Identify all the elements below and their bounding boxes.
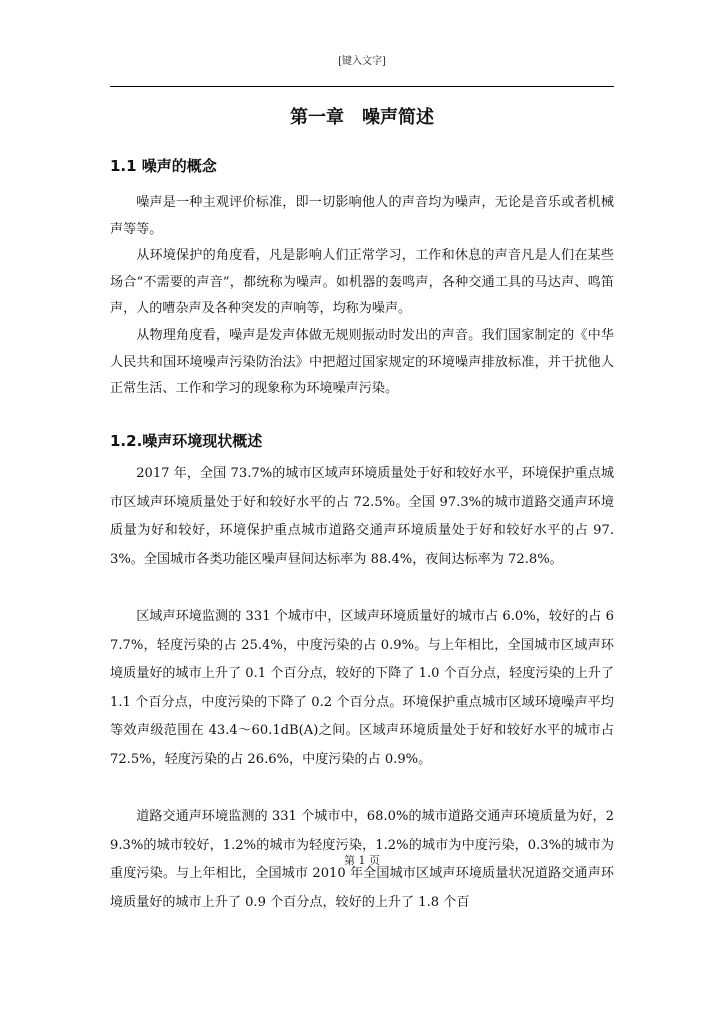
paragraph-2017-overview: 2017 年，全国 73.7%的城市区域声环境质量处于好和较好水平，环境保护重点城市区域声环境质量处于好和较好水平的占 72.5%。全国 97.3%的城市道路交通声环境质量为好和较好，环境保护重点城市道路交通声环境质量处于好和较好水平的占 97.3%。全国城市各类功能区噪声昼间达标率为 88.4%，夜间达标率为 72.8%。 (110, 466, 614, 567)
paragraph-environmental-view: 从环境保护的角度看，凡是影响人们正常学习，工作和休息的声音凡是人们在某些场合“不需要的声音”，都统称为噪声。如机器的轰鸣声，各种交通工具的马达声、鸣笛声，人的嘈杂声及各种突发的声响等，均称为噪声。 (110, 248, 614, 316)
chapter-title: 第一章 噪声简述 (290, 107, 434, 128)
section-heading-1-1: 1.1 噪声的概念 (110, 157, 217, 175)
section-heading-1-2: 1.2.噪声环境现状概述 (110, 432, 263, 450)
paragraph-road-traffic-monitoring: 道路交通声环境监测的 331 个城市中，68.0%的城市道路交通声环境质量为好，29.3%的城市较好，1.2%的城市为轻度污染，1.2%的城市为中度污染，0.3%的城市为重度污染。与上年相比，全国城市 2010 年全国城市区域声环境质量状况道路交通声环境质量好的城市上升了 0.9 个百分点，较好的上升了 1.8 个百 (110, 809, 614, 910)
header-rule (110, 86, 614, 87)
page-number: 第 1 页 (344, 854, 380, 867)
paragraph-noise-definition: 噪声是一种主观评价标准，即一切影响他人的声音均为噪声，无论是音乐或者机械声等等。 (110, 195, 614, 237)
paragraph-regional-monitoring: 区域声环境监测的 331 个城市中，区域声环境质量好的城市占 6.0%，较好的占 67.7%，轻度污染的占 25.4%，中度污染的占 0.9%。与上年相比，全国城市区域声环境质量好的城市上升了 0.1 个百分点，较好的下降了 1.0 个百分点，轻度污染的上升了 1.1 个百分点，中度污染的下降了 0.2 个百分点。环境保护重点城市区域环境噪声平均等效声级范围在 43.4～60.1dB(A)之间。区域声环境质量处于好和较好水平的城市占 72.5%，轻度污染的占 26.6%，中度污染的占 0.9%。 (110, 609, 614, 767)
page-header: [键入文字] (338, 56, 386, 67)
paragraph-physical-view: 从物理角度看，噪声是发声体做无规则振动时发出的声音。我们国家制定的《中华人民共和国环境噪声污染防治法》中把超过国家规定的环境噪声排放标准，并干扰他人正常生活、工作和学习的现象称为环境噪声污染。 (110, 328, 614, 396)
